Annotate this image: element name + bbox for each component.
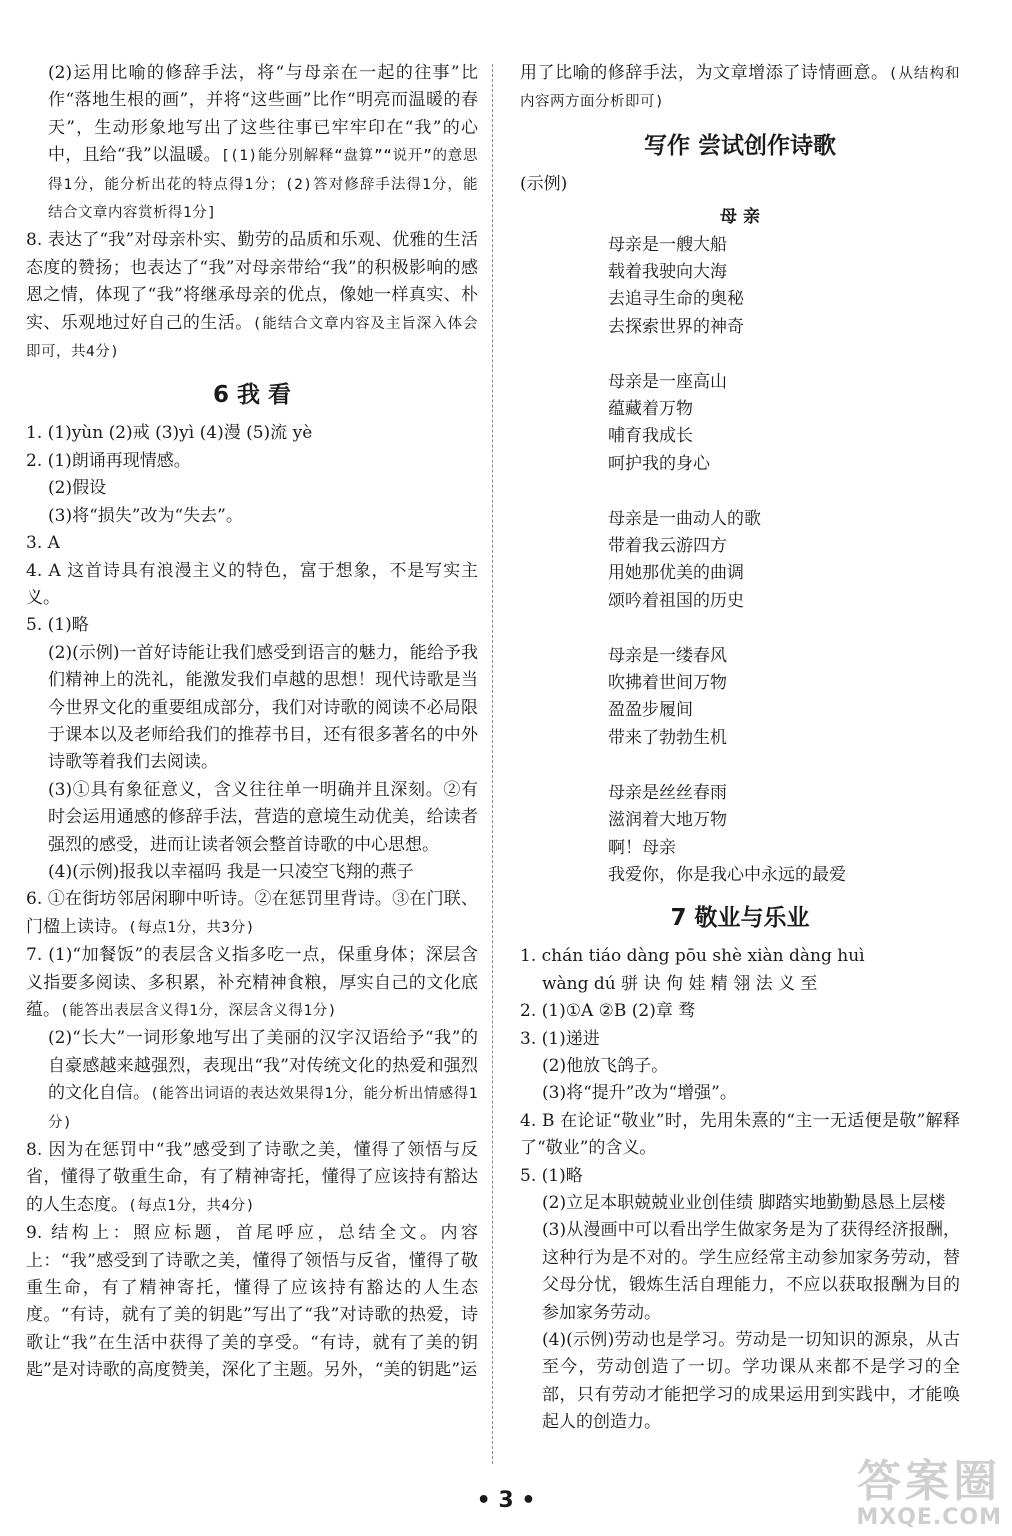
s7-q1-line1: 1. chán tiáo dàng pōu shè xiàn dàng huì [520,946,865,967]
s6-q5-2: (2)(示例)一首好诗能让我们感受到语言的魅力，能给予我们精神上的洗礼，能激发我们卓越的思想！现代诗歌是当今世界文化的重要组成部分，我们对诗歌的阅读不必局限于课本以及老师给我们的推荐书目，还有很多著名的中外诗歌等着我们去阅读。 [48,642,478,773]
poem-line: 呵护我的身心 [608,453,710,474]
s6-q7-2: (2)“长大”一词形象地写出了美丽的汉字汉语给予“我”的自豪感越来越强烈，表现出“我”对传统文化的热爱和强烈的文化自信。(能答出词语的表达效果得1分，能分析出情感得1分) [48,1028,479,1131]
poem-line: 母亲是一曲动人的歌 [608,508,761,529]
poem-line: 去探索世界的神奇 [608,316,744,337]
s6-q1: 1. (1)yùn (2)戒 (3)yì (4)漫 (5)流 yè [26,423,313,444]
s7-q1-line2: wàng dú 骈 诀 佝 娃 精 翎 法 义 至 [542,973,818,994]
poem-line: 我爱你，你是我心中永远的最爱 [608,864,846,885]
scoring-note: (每点1分，共3分) [128,919,255,936]
poem-line: 滋润着大地万物 [608,810,727,831]
s6-q5-1: 5. (1)略 [26,615,89,636]
page-number: • 3 • [476,1488,536,1513]
watermark-url: MXQE.COM [856,1505,1002,1530]
poem-line: 母亲是一缕春风 [608,645,727,666]
section-6-title: 6 我 看 [212,382,292,409]
scoring-note: (能答出表层含义得1分，深层含义得1分) [60,1003,337,1019]
s6-q4: 4. A 这首诗具有浪漫主义的特色，富于想象，不是写实主义。 [26,560,478,608]
poem-line: 母亲是一座高山 [608,371,727,392]
right-column [520,60,960,1437]
example-label: (示例) [520,173,568,194]
s6-q6: 6. ①在街坊邻居闲聊中听诗。②在惩罚里背诗。③在门联、门楹上读诗。(每点1分，共3分) [26,889,478,937]
poem [520,232,960,890]
s6-q2-2: (2)假设 [48,478,107,499]
poem-stanza [608,506,960,616]
scoring-note: (能结合文章内容及主旨深入体会即可，共4分) [26,315,479,361]
s6-q9: 9. 结构上：照应标题，首尾呼应，总结全文。内容上：“我”感受到了诗歌之美，懂得了领悟与反省，懂得了敬重生命，有了精神寄托，懂得了应该持有豁达的人生态度。“有诗，就有了美的钥匙”写出了“我”对诗歌的热爱，诗歌让“我”在生活中获得了美的享受。“有诗，就有了美的钥匙”是对诗歌的高度赞美，深化了主题。另外，“美的钥匙”运 [26,1223,478,1381]
s7-q5-3: (3)从漫画中可以看出学生做家务是为了获得经济报酬，这种行为是不对的。学生应经常主动参加家务劳动，替父母分忧，锻炼生活自理能力，不应以获取报酬为目的参加家务劳动。 [542,1220,960,1323]
poem-line: 蕴藏着万物 [608,399,693,420]
s7-q5-4: (4)(示例)劳动也是学习。劳动是一切知识的源泉，从古至今，劳动创造了一切。学功课从来都不是学习的全部，只有劳动才能把学习的成果运用到实践中，才能唤起人的创造力。 [542,1330,960,1433]
poem-line: 母亲是一艘大船 [608,234,727,255]
poem-line: 母亲是丝丝春雨 [608,782,727,803]
poem-line: 用她那优美的曲调 [608,563,744,584]
writing-section-title: 写作 尝试创作诗歌 [643,132,836,159]
s7-q2: 2. (1)①A ②B (2)章 骛 [520,1001,696,1022]
poem-line: 颂吟着祖国的历史 [608,590,744,611]
s7-q3-1: 3. (1)递进 [520,1028,600,1049]
poem-line: 带着我云游四方 [608,536,727,557]
s6-q8: 8. 因为在惩罚中“我”感受到了诗歌之美，懂得了领悟与反省，懂得了敬重生命，有了精神寄托，懂得了应该持有豁达的人生态度。(每点1分，共4分) [26,1140,478,1215]
s7-q4: 4. B 在论证“敬业”时，先用朱熹的“主一无适便是敬”解释了“敬业”的含义。 [520,1110,960,1159]
s6-q7-1: 7. (1)“加餐饭”的表层含义指多吃一点，保重身体；深层含义指要多阅读、多积累，补充精神食粮，厚实自己的文化底蕴。(能答出表层含义得1分，深层含义得1分) [26,945,478,1020]
poem-line: 盈盈步履间 [608,700,693,721]
answer-8: 8. 表达了“我”对母亲朴实、勤劳的品质和乐观、优雅的生活态度的赞扬；也表达了“我”对母亲带给“我”的积极影响的感恩之情，体现了“我”将继承母亲的优点，像她一样真实、朴实、乐观地过好自己的生活。(能结合文章内容及主旨深入体会即可，共4分) [26,230,479,361]
poem-line: 吹拂着世间万物 [608,673,727,694]
answer-9-continued: 用了比喻的修辞手法，为文章增添了诗情画意。(从结构和内容两方面分析即可) [520,63,960,111]
poem-line: 啊！母亲 [608,837,676,858]
poem-line: 去追寻生命的奥秘 [608,289,744,310]
s6-q2-3: (3)将“损失”改为“失去”。 [48,505,243,526]
section-7-title: 7 敬业与乐业 [670,905,810,932]
s6-q5-3: (3)①具有象征意义，含义往往单一明确并且深刻。②有时会运用通感的修辞手法，营造的意境生动优美，给读者强烈的感受，进而让读者领会整首诗歌的中心思想。 [48,779,478,855]
watermark [856,1456,1002,1530]
column-divider [492,64,493,1464]
scoring-note: (每点1分，共4分) [128,1197,255,1214]
poem-stanza [608,780,960,890]
poem-line: 载着我驶向大海 [608,262,727,283]
answer-7-2: (2)运用比喻的修辞手法，将“与母亲在一起的往事”比作“落地生根的画”，并将“这些画”比作“明亮而温暖的春天”，生动形象地写出了这些往事已牢牢印在“我”的心中，且给“我”以温暖。[(1)能分别解释“盘算”“说开”的意思得1分，能分析出花的特点得1分；(2)答对修辞手法得1分，能结合文章内容赏析得1分] [48,63,478,222]
s7-q5-1: 5. (1)略 [520,1165,583,1186]
poem-title: 母 亲 [720,207,760,228]
scoring-note: [(1)能分别解释“盘算”“说开”的意思得1分，能分析出花的特点得1分；(2)答对修辞手法得1分，能结合文章内容赏析得1分] [48,148,478,222]
poem-stanza [608,643,960,753]
left-column [26,60,478,1385]
scoring-note: (从结构和内容两方面分析即可) [520,66,960,111]
poem-stanza [608,369,960,479]
poem-stanza [608,232,960,342]
watermark-logo: 答案圈 [857,1456,1002,1507]
s7-q3-2: (2)他放飞鸽子。 [542,1055,669,1076]
s6-q5-4: (4)(示例)报我以幸福吗 我是一只凌空飞翔的燕子 [48,861,414,882]
poem-line: 带来了勃勃生机 [608,727,727,748]
s7-q5-2: (2)立足本职兢兢业业创佳绩 脚踏实地勤勤恳恳上层楼 [542,1192,946,1213]
scoring-note: (能答出词语的表达效果得1分，能分析出情感得1分) [48,1086,479,1131]
s6-q3: 3. A [26,533,60,554]
s7-q3-3: (3)将“提升”改为“增强”。 [542,1083,737,1104]
poem-line: 哺育我成长 [608,426,693,447]
s6-q2-1: 2. (1)朗诵再现情感。 [26,450,191,471]
